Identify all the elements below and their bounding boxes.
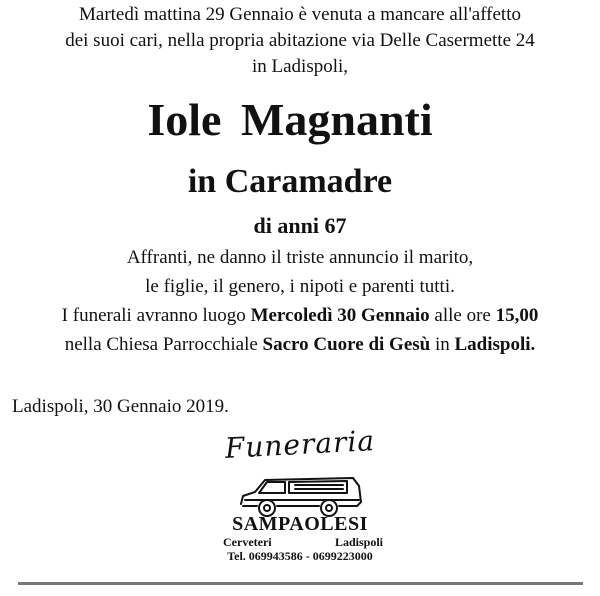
intro-line: Martedì mattina 29 Gennaio è venuta a mancare all'affetto: [79, 4, 521, 25]
funeral-prefix: I funerali avranno luogo: [61, 305, 251, 326]
logo-town: Ladispoli: [334, 535, 383, 549]
intro-paragraph: [0, 2, 600, 80]
logo-town: Cerveteri: [223, 535, 272, 549]
logo-title: Funeraria: [224, 424, 376, 465]
intro-line: in Ladispoli,: [251, 56, 349, 77]
funeral-day: Mercoledì 30 Gennaio: [250, 305, 430, 326]
church-town: Ladispoli.: [454, 334, 536, 355]
announcement-paragraph: [0, 243, 600, 359]
announcement-line: Affranti, ne danno il triste annuncio il marito,: [126, 247, 474, 268]
funeral-line: [0, 301, 600, 330]
announcement-line: le figlie, il genero, i nipoti e parenti tutti.: [145, 276, 455, 297]
married-name: in Caramadre: [187, 163, 393, 200]
funeral-home-logo: [205, 424, 395, 572]
church-line: [0, 330, 600, 359]
funeral-time: 15,00: [495, 305, 539, 326]
church-name: Sacro Cuore di Gesù: [262, 334, 431, 355]
church-prefix: nella Chiesa Parrocchiale: [64, 334, 263, 355]
date-line: Ladispoli, 30 Gennaio 2019.: [12, 396, 229, 417]
funeral-middle: alle ore: [429, 305, 496, 326]
deceased-name: Iole Magnanti: [147, 94, 433, 145]
intro-line: dei suoi cari, nella propria abitazione via Delle Casermette 24: [65, 30, 535, 51]
age-line: di anni 67: [253, 213, 347, 238]
church-middle: in: [430, 334, 455, 355]
logo-company-name: SAMPAOLESI: [232, 513, 368, 535]
logo-phone: Tel. 069943586 - 0699223000: [227, 549, 373, 563]
bottom-divider: [18, 582, 583, 585]
